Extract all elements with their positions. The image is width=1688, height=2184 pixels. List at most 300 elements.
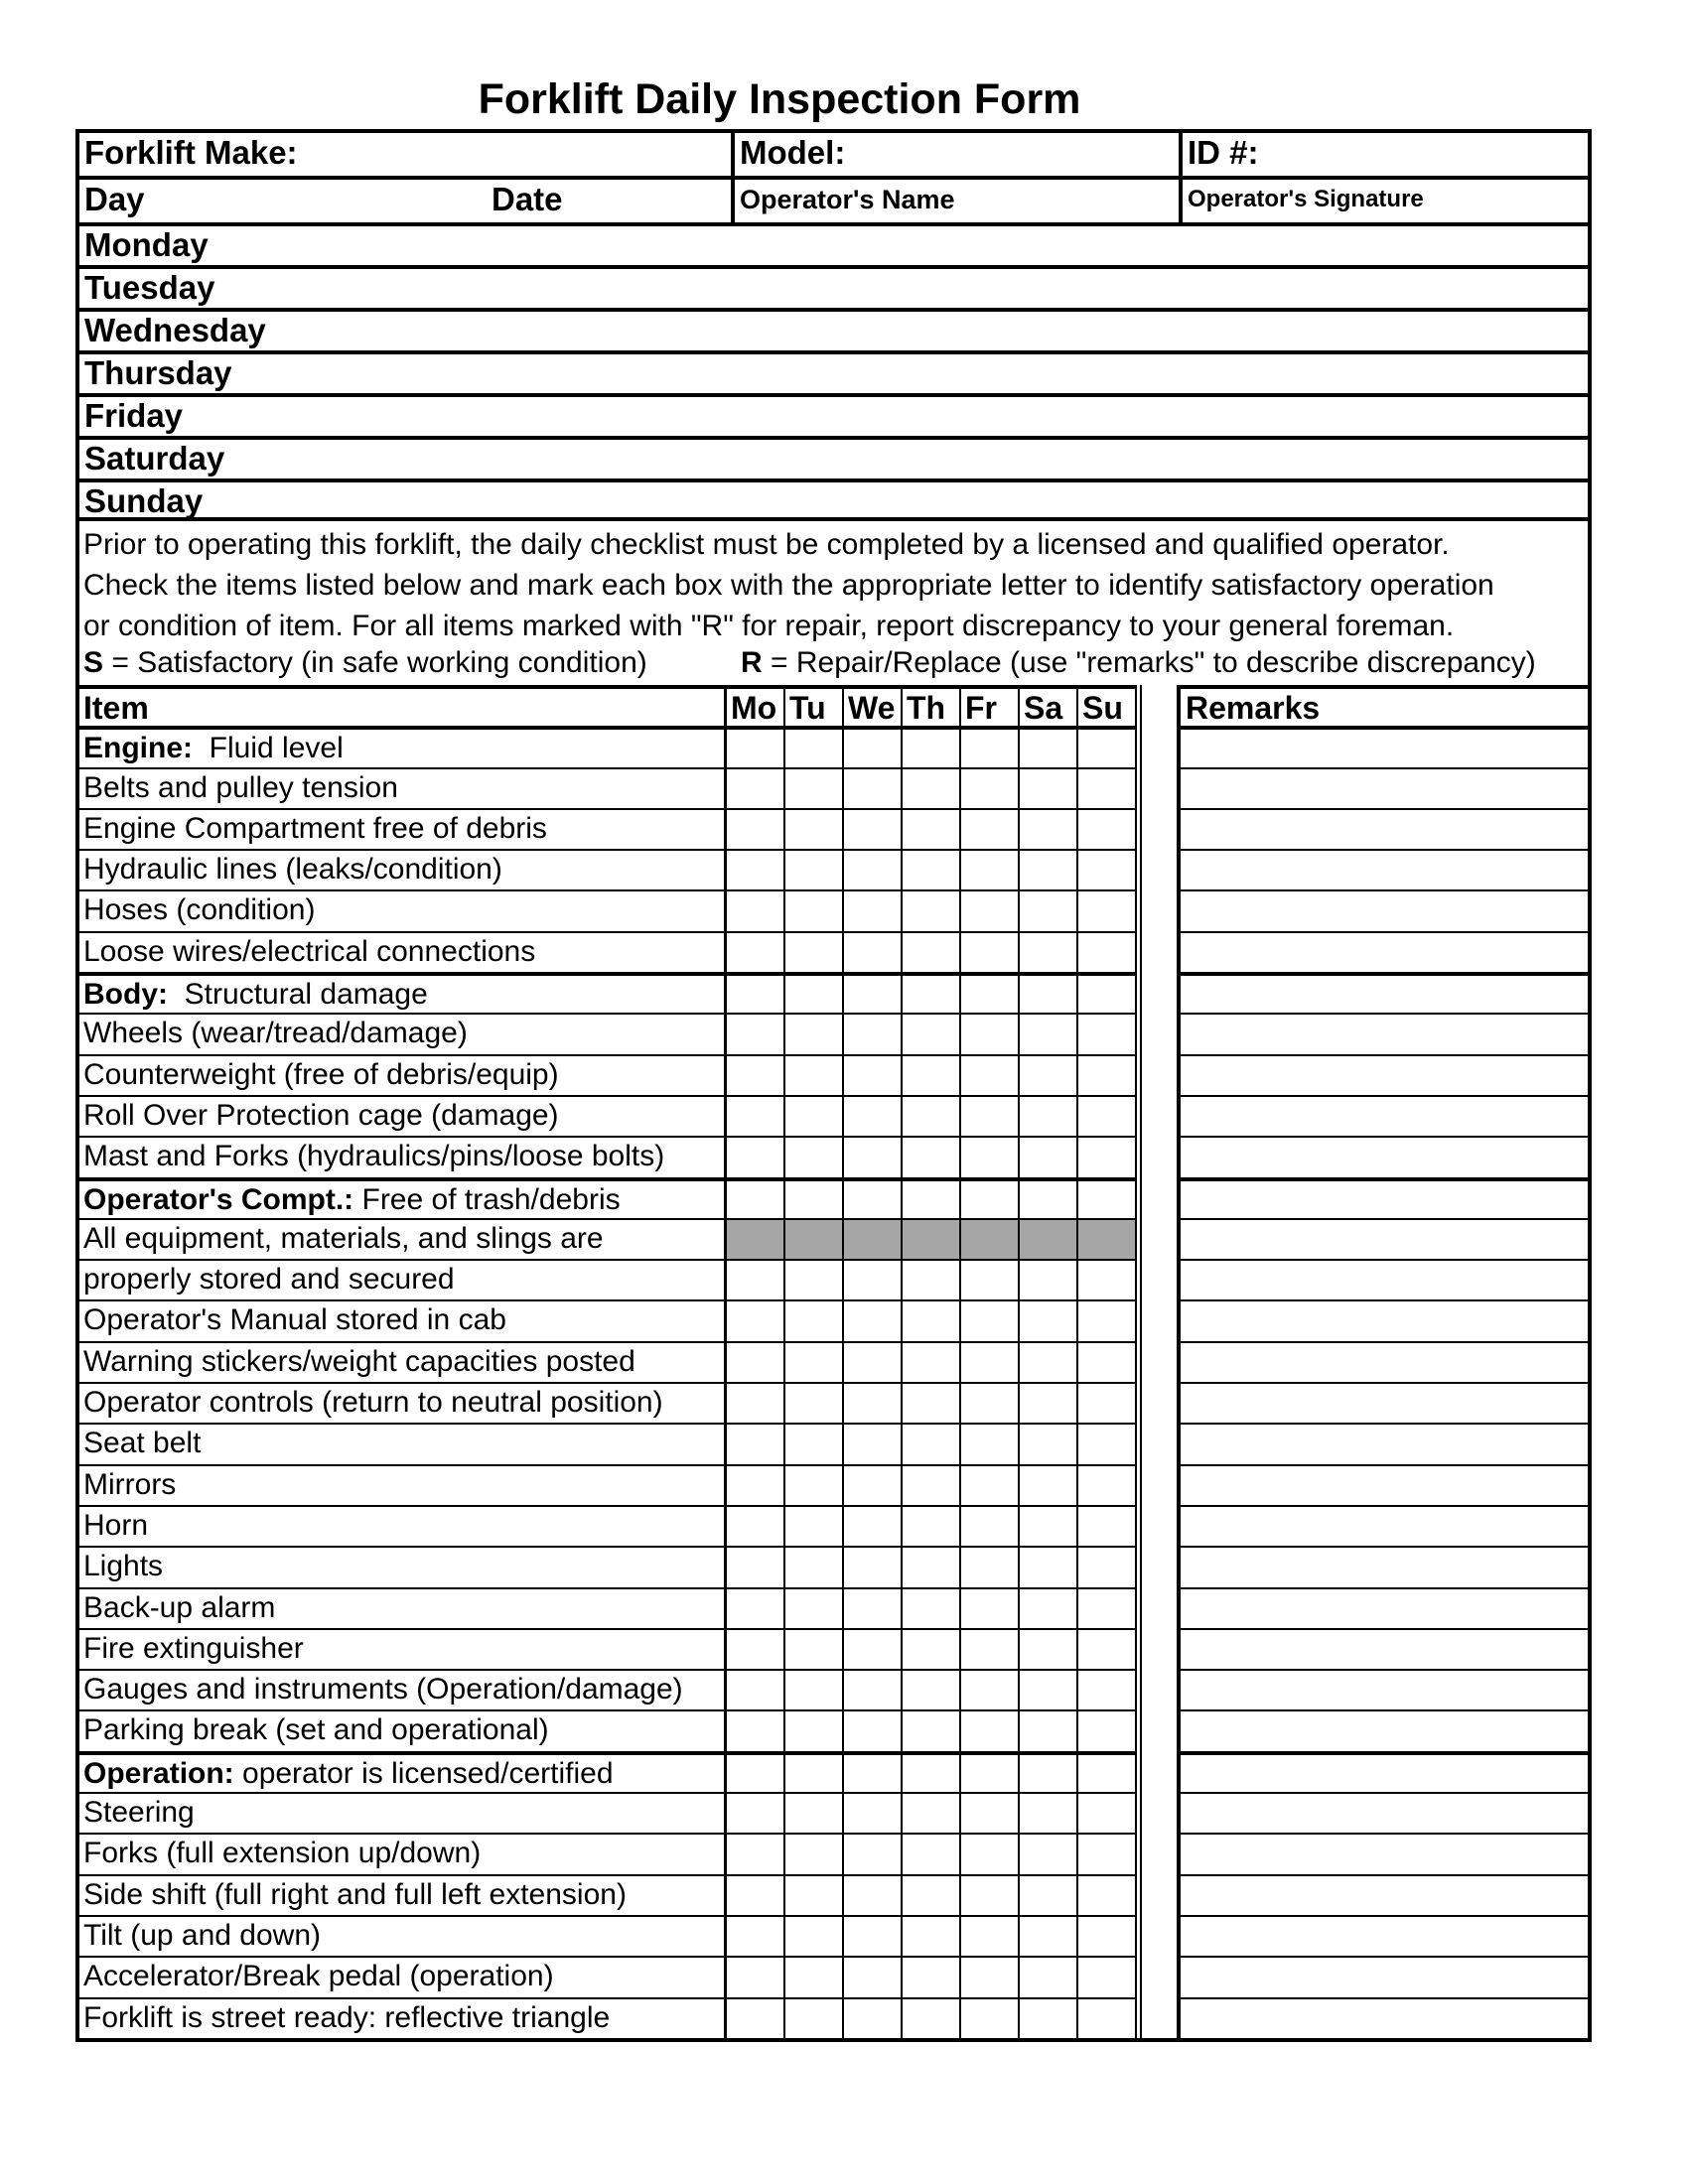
operator-signature-cell[interactable] [1179, 269, 1588, 308]
day-check-box[interactable] [1078, 1177, 1137, 1218]
column-gap [1140, 889, 1177, 930]
form-title: Forklift Daily Inspection Form [478, 75, 1081, 123]
day-check-box[interactable] [785, 1546, 844, 1586]
operator-name-cell[interactable] [731, 226, 1179, 265]
day-check-box[interactable] [727, 1013, 785, 1053]
day-check-box[interactable] [1078, 726, 1137, 766]
day-check-box[interactable] [1078, 1054, 1137, 1095]
day-check-box[interactable] [844, 1915, 903, 1956]
operator-signature-cell[interactable] [1179, 482, 1588, 517]
day-check-box[interactable] [903, 1299, 961, 1340]
remarks-cell[interactable] [1177, 1423, 1592, 1463]
day-check-box[interactable] [903, 1874, 961, 1915]
remarks-cell[interactable] [1177, 1874, 1592, 1915]
day-check-box[interactable] [727, 1997, 785, 2038]
day-check-box[interactable] [727, 1709, 785, 1750]
day-check-box[interactable] [1020, 1259, 1078, 1299]
day-check-box[interactable] [727, 1792, 785, 1833]
day-check-box[interactable] [727, 1915, 785, 1956]
day-check-box[interactable] [1020, 1997, 1078, 2038]
operator-name-cell[interactable] [731, 269, 1179, 308]
checklist-item [75, 1054, 727, 1095]
remarks-cell[interactable] [1177, 1054, 1592, 1095]
day-check-box[interactable] [961, 1628, 1020, 1669]
day-check-box[interactable] [961, 972, 1020, 1013]
day-check-box[interactable] [844, 1874, 903, 1915]
remarks-cell[interactable] [1177, 1751, 1592, 1792]
remarks-cell[interactable] [1177, 1136, 1592, 1176]
remarks-cell[interactable] [1177, 1218, 1592, 1259]
id-field[interactable] [1179, 133, 1588, 176]
day-check-box[interactable] [961, 1709, 1020, 1750]
day-check-box[interactable] [844, 1095, 903, 1136]
day-check-box[interactable] [1020, 1464, 1078, 1505]
day-check-box[interactable] [903, 767, 961, 808]
day-check-box[interactable] [844, 1751, 903, 1792]
day-check-box[interactable] [1020, 1299, 1078, 1340]
model-field[interactable] [731, 133, 1179, 176]
forklift-make-field[interactable] [79, 133, 731, 176]
day-check-box[interactable] [903, 1136, 961, 1176]
day-check-box[interactable] [961, 1382, 1020, 1423]
day-check-box[interactable] [903, 1054, 961, 1095]
remarks-cell[interactable] [1177, 972, 1592, 1013]
item-text: Structural damage [168, 978, 428, 1012]
day-check-box[interactable] [785, 1464, 844, 1505]
day-check-box[interactable] [961, 1095, 1020, 1136]
day-check-box[interactable] [1078, 1382, 1137, 1423]
remarks-cell[interactable] [1177, 1095, 1592, 1136]
day-check-box[interactable] [1078, 1956, 1137, 1996]
operator-name-cell[interactable] [731, 440, 1179, 478]
day-check-box[interactable] [785, 1751, 844, 1792]
day-check-box[interactable] [844, 1546, 903, 1586]
day-check-box[interactable] [961, 1013, 1020, 1053]
day-check-box[interactable] [785, 1997, 844, 2038]
remarks-cell[interactable] [1177, 726, 1592, 766]
day-check-box[interactable] [727, 1751, 785, 1792]
checklist-item [75, 1751, 727, 1792]
day-check-box[interactable] [903, 1997, 961, 2038]
day-check-box[interactable] [785, 972, 844, 1013]
day-check-box[interactable] [1020, 1669, 1078, 1709]
day-check-box[interactable] [785, 1874, 844, 1915]
remarks-cell[interactable] [1177, 889, 1592, 930]
remarks-cell[interactable] [1177, 1299, 1592, 1340]
day-check-box[interactable] [727, 808, 785, 849]
day-check-box[interactable] [727, 1546, 785, 1586]
day-check-box[interactable] [785, 1341, 844, 1382]
day-check-box[interactable] [727, 849, 785, 889]
checklist-item [75, 889, 727, 930]
day-check-box[interactable] [1078, 1259, 1137, 1299]
day-column-header: Sa [1020, 685, 1078, 726]
day-check-box[interactable] [844, 931, 903, 972]
day-check-box[interactable] [785, 1628, 844, 1669]
day-check-box[interactable] [1020, 1095, 1078, 1136]
day-check-box[interactable] [844, 972, 903, 1013]
day-check-box[interactable] [1020, 1177, 1078, 1218]
day-check-box[interactable] [1020, 1013, 1078, 1053]
day-check-box[interactable] [1078, 1669, 1137, 1709]
day-check-box[interactable] [961, 1464, 1020, 1505]
day-check-box[interactable] [727, 1177, 785, 1218]
day-check-box[interactable] [785, 1177, 844, 1218]
day-check-box[interactable] [727, 931, 785, 972]
day-check-box[interactable] [785, 1792, 844, 1833]
day-check-box[interactable] [727, 1095, 785, 1136]
day-check-box[interactable] [961, 1792, 1020, 1833]
day-check-box[interactable] [844, 1259, 903, 1299]
day-check-box[interactable] [727, 1833, 785, 1873]
day-check-box[interactable] [961, 1259, 1020, 1299]
day-check-box[interactable] [1020, 1915, 1078, 1956]
remarks-cell[interactable] [1177, 1792, 1592, 1833]
day-check-box[interactable] [844, 726, 903, 766]
day-check-box[interactable] [961, 1915, 1020, 1956]
day-check-box[interactable] [961, 1423, 1020, 1463]
day-check-box[interactable] [1078, 1013, 1137, 1053]
day-check-box[interactable] [727, 1874, 785, 1915]
day-check-box[interactable] [844, 1956, 903, 1996]
checklist-row [75, 1382, 1592, 1423]
day-check-box[interactable] [1020, 1874, 1078, 1915]
day-check-box[interactable] [903, 726, 961, 766]
day-check-box[interactable] [1078, 1505, 1137, 1546]
day-check-box[interactable] [785, 1956, 844, 1996]
remarks-cell[interactable] [1177, 767, 1592, 808]
day-check-box[interactable] [785, 726, 844, 766]
day-check-box[interactable] [1078, 889, 1137, 930]
item-text: Fire extinguisher [83, 1631, 304, 1665]
day-check-box[interactable] [785, 1054, 844, 1095]
day-check-box[interactable] [1020, 1546, 1078, 1586]
day-check-box[interactable] [785, 931, 844, 972]
day-check-box[interactable] [785, 1423, 844, 1463]
day-check-box[interactable] [1020, 931, 1078, 972]
day-check-box[interactable] [727, 1341, 785, 1382]
checklist-item [75, 972, 727, 1013]
day-check-box[interactable] [1020, 1956, 1078, 1996]
day-check-box[interactable] [785, 1505, 844, 1546]
operator-name-cell[interactable] [731, 482, 1179, 517]
day-check-box[interactable] [1078, 1546, 1137, 1586]
day-check-box[interactable] [785, 1259, 844, 1299]
day-check-box[interactable] [727, 1669, 785, 1709]
day-check-box[interactable] [903, 889, 961, 930]
day-check-box[interactable] [1078, 1709, 1137, 1750]
day-check-box[interactable] [961, 1956, 1020, 1996]
day-check-box[interactable] [727, 1587, 785, 1628]
day-check-box[interactable] [961, 1299, 1020, 1340]
day-check-box[interactable] [727, 1382, 785, 1423]
day-check-box[interactable] [903, 1259, 961, 1299]
day-check-box[interactable] [727, 1259, 785, 1299]
remarks-cell[interactable] [1177, 1915, 1592, 1956]
remarks-cell[interactable] [1177, 1505, 1592, 1546]
day-check-box[interactable] [844, 1505, 903, 1546]
section-label: Body: [83, 978, 168, 1012]
day-check-box[interactable] [1020, 1054, 1078, 1095]
day-check-box[interactable] [1078, 931, 1137, 972]
day-check-box[interactable] [903, 1423, 961, 1463]
day-check-box[interactable] [903, 1382, 961, 1423]
remarks-cell[interactable] [1177, 1382, 1592, 1423]
day-check-box[interactable] [1020, 1751, 1078, 1792]
day-check-box[interactable] [1020, 1587, 1078, 1628]
day-check-box[interactable] [961, 1177, 1020, 1218]
day-check-box[interactable] [844, 1423, 903, 1463]
day-check-box[interactable] [1020, 849, 1078, 889]
day-check-box[interactable] [1078, 972, 1137, 1013]
remarks-cell[interactable] [1177, 1669, 1592, 1709]
day-check-box[interactable] [844, 1341, 903, 1382]
day-check-box[interactable] [961, 1136, 1020, 1176]
day-check-box[interactable] [844, 808, 903, 849]
remarks-cell[interactable] [1177, 1709, 1592, 1750]
remarks-cell[interactable] [1177, 849, 1592, 889]
day-name: Friday [84, 397, 184, 434]
column-gap [1140, 1874, 1177, 1915]
operator-name-cell[interactable] [731, 312, 1179, 350]
day-check-box[interactable] [1020, 1382, 1078, 1423]
day-check-box[interactable] [785, 1669, 844, 1709]
day-check-box[interactable] [903, 1709, 961, 1750]
day-check-box[interactable] [727, 767, 785, 808]
remarks-cell[interactable] [1177, 1546, 1592, 1586]
day-check-box[interactable] [785, 1833, 844, 1873]
checklist-item [75, 1546, 727, 1586]
day-check-box[interactable] [727, 1628, 785, 1669]
checklist-item [75, 1013, 727, 1053]
operator-signature-cell[interactable] [1179, 354, 1588, 393]
header-block [75, 129, 1592, 521]
day-check-box[interactable] [785, 849, 844, 889]
day-column-label: Day [84, 181, 145, 217]
day-check-box[interactable] [844, 767, 903, 808]
day-check-box[interactable] [844, 1628, 903, 1669]
remarks-cell[interactable] [1177, 1997, 1592, 2038]
day-check-box[interactable] [961, 889, 1020, 930]
day-check-box[interactable] [1078, 1341, 1137, 1382]
day-check-box[interactable] [844, 1054, 903, 1095]
checklist-row [75, 1833, 1592, 1873]
day-check-box[interactable] [903, 808, 961, 849]
day-check-box[interactable] [1020, 1628, 1078, 1669]
day-check-box[interactable] [1078, 1136, 1137, 1176]
day-check-box[interactable] [961, 849, 1020, 889]
day-check-box[interactable] [903, 1628, 961, 1669]
operator-signature-cell[interactable] [1179, 397, 1588, 436]
day-check-box[interactable] [1020, 1505, 1078, 1546]
day-check-box [844, 1218, 903, 1259]
day-check-box[interactable] [961, 1054, 1020, 1095]
column-gap [1140, 1382, 1177, 1423]
day-check-box[interactable] [1020, 1136, 1078, 1176]
day-check-box[interactable] [961, 1833, 1020, 1873]
item-text: Seat belt [83, 1427, 202, 1460]
day-check-box[interactable] [785, 1587, 844, 1628]
day-check-box[interactable] [903, 1833, 961, 1873]
day-check-box[interactable] [961, 1505, 1020, 1546]
day-check-box[interactable] [903, 1669, 961, 1709]
day-check-box[interactable] [727, 1956, 785, 1996]
remarks-cell[interactable] [1177, 1587, 1592, 1628]
remarks-cell[interactable] [1177, 1833, 1592, 1873]
day-check-box[interactable] [961, 726, 1020, 766]
day-check-box[interactable] [903, 1341, 961, 1382]
day-check-box[interactable] [785, 808, 844, 849]
day-check-box[interactable] [903, 1013, 961, 1053]
day-check-box[interactable] [903, 931, 961, 972]
day-check-box[interactable] [1020, 1833, 1078, 1873]
day-check-box[interactable] [844, 1299, 903, 1340]
day-check-box[interactable] [1020, 767, 1078, 808]
day-check-box[interactable] [961, 1997, 1020, 2038]
day-check-box[interactable] [903, 1751, 961, 1792]
day-check-box[interactable] [903, 1587, 961, 1628]
day-check-box[interactable] [1020, 889, 1078, 930]
item-text: Hoses (condition) [83, 893, 316, 927]
day-check-box[interactable] [1020, 808, 1078, 849]
day-check-box[interactable] [785, 1013, 844, 1053]
day-check-box[interactable] [1078, 767, 1137, 808]
remarks-cell[interactable] [1177, 1628, 1592, 1669]
operator-signature-cell[interactable] [1179, 312, 1588, 350]
remarks-cell[interactable] [1177, 931, 1592, 972]
day-check-box[interactable] [844, 1792, 903, 1833]
day-check-box[interactable] [727, 1054, 785, 1095]
day-check-box[interactable] [727, 1464, 785, 1505]
day-check-box[interactable] [785, 1915, 844, 1956]
day-check-box[interactable] [1078, 808, 1137, 849]
checklist-row [75, 1464, 1592, 1505]
day-check-box[interactable] [727, 889, 785, 930]
day-check-box[interactable] [961, 1751, 1020, 1792]
remarks-cell[interactable] [1177, 1259, 1592, 1299]
day-check-box[interactable] [844, 1997, 903, 2038]
day-check-box[interactable] [903, 1177, 961, 1218]
day-check-box[interactable] [1078, 1833, 1137, 1873]
operator-signature-cell[interactable] [1179, 440, 1588, 478]
day-check-box[interactable] [903, 1464, 961, 1505]
day-check-box[interactable] [961, 808, 1020, 849]
day-check-box[interactable] [1078, 1997, 1137, 2038]
day-check-box[interactable] [727, 1423, 785, 1463]
remarks-cell[interactable] [1177, 1956, 1592, 1996]
day-check-box[interactable] [903, 1546, 961, 1586]
day-check-box[interactable] [1020, 1341, 1078, 1382]
day-check-box[interactable] [1020, 1423, 1078, 1463]
day-row [75, 350, 1592, 393]
day-check-box[interactable] [844, 1177, 903, 1218]
day-check-box[interactable] [1078, 1874, 1137, 1915]
day-check-box[interactable] [1078, 1095, 1137, 1136]
day-check-box[interactable] [1078, 1628, 1137, 1669]
checklist-row [75, 1751, 1592, 1792]
day-check-box[interactable] [961, 1669, 1020, 1709]
day-check-box[interactable] [961, 1341, 1020, 1382]
day-check-box[interactable] [961, 1874, 1020, 1915]
day-check-box[interactable] [1020, 726, 1078, 766]
day-check-box[interactable] [785, 1299, 844, 1340]
operator-signature-cell[interactable] [1179, 226, 1588, 265]
checklist-item [75, 1587, 727, 1628]
day-check-box[interactable] [844, 1833, 903, 1873]
day-check-box[interactable] [961, 767, 1020, 808]
day-check-box[interactable] [844, 1669, 903, 1709]
day-check-box[interactable] [844, 889, 903, 930]
item-text: Side shift (full right and full left extension) [83, 1877, 627, 1911]
day-check-box[interactable] [727, 972, 785, 1013]
day-check-box[interactable] [727, 1299, 785, 1340]
day-check-box[interactable] [1078, 1587, 1137, 1628]
day-check-box[interactable] [903, 972, 961, 1013]
section-label: Operation: [83, 1756, 234, 1790]
day-check-box[interactable] [727, 1505, 785, 1546]
day-check-box[interactable] [961, 1546, 1020, 1586]
day-check-box[interactable] [961, 1587, 1020, 1628]
day-check-box[interactable] [903, 1792, 961, 1833]
day-check-box [785, 1218, 844, 1259]
remarks-cell[interactable] [1177, 1341, 1592, 1382]
day-check-box[interactable] [961, 931, 1020, 972]
day-check-box[interactable] [1078, 849, 1137, 889]
column-gap [1140, 726, 1177, 766]
day-check-box[interactable] [844, 1382, 903, 1423]
day-check-box [1078, 1218, 1137, 1259]
day-check-box[interactable] [1078, 1792, 1137, 1833]
day-check-box[interactable] [903, 849, 961, 889]
day-check-box[interactable] [1020, 1792, 1078, 1833]
day-check-box[interactable] [785, 1136, 844, 1176]
day-check-box[interactable] [785, 1382, 844, 1423]
day-check-box[interactable] [785, 1709, 844, 1750]
day-check-box[interactable] [1078, 1751, 1137, 1792]
day-check-box[interactable] [785, 889, 844, 930]
day-check-box[interactable] [785, 767, 844, 808]
day-check-box[interactable] [1020, 972, 1078, 1013]
day-check-box[interactable] [727, 1136, 785, 1176]
day-check-box [961, 1218, 1020, 1259]
operator-name-cell[interactable] [731, 397, 1179, 436]
day-check-box[interactable] [727, 726, 785, 766]
day-check-box[interactable] [903, 1915, 961, 1956]
day-check-box[interactable] [844, 1013, 903, 1053]
day-check-box[interactable] [844, 849, 903, 889]
operator-name-cell[interactable] [731, 354, 1179, 393]
column-gap [1140, 1095, 1177, 1136]
day-check-box[interactable] [844, 1709, 903, 1750]
day-check-box[interactable] [1078, 1299, 1137, 1340]
day-check-box[interactable] [903, 1505, 961, 1546]
day-check-box[interactable] [903, 1095, 961, 1136]
remarks-cell[interactable] [1177, 1464, 1592, 1505]
day-check-box[interactable] [1078, 1423, 1137, 1463]
day-check-box[interactable] [844, 1587, 903, 1628]
day-check-box[interactable] [903, 1956, 961, 1996]
day-check-box[interactable] [785, 1095, 844, 1136]
checklist-row [75, 726, 1592, 766]
remarks-cell[interactable] [1177, 1177, 1592, 1218]
remarks-cell[interactable] [1177, 1013, 1592, 1053]
day-check-box[interactable] [1078, 1915, 1137, 1956]
day-check-box[interactable] [844, 1464, 903, 1505]
day-check-box[interactable] [844, 1136, 903, 1176]
remarks-cell[interactable] [1177, 808, 1592, 849]
day-check-box[interactable] [1020, 1709, 1078, 1750]
day-check-box[interactable] [1078, 1464, 1137, 1505]
